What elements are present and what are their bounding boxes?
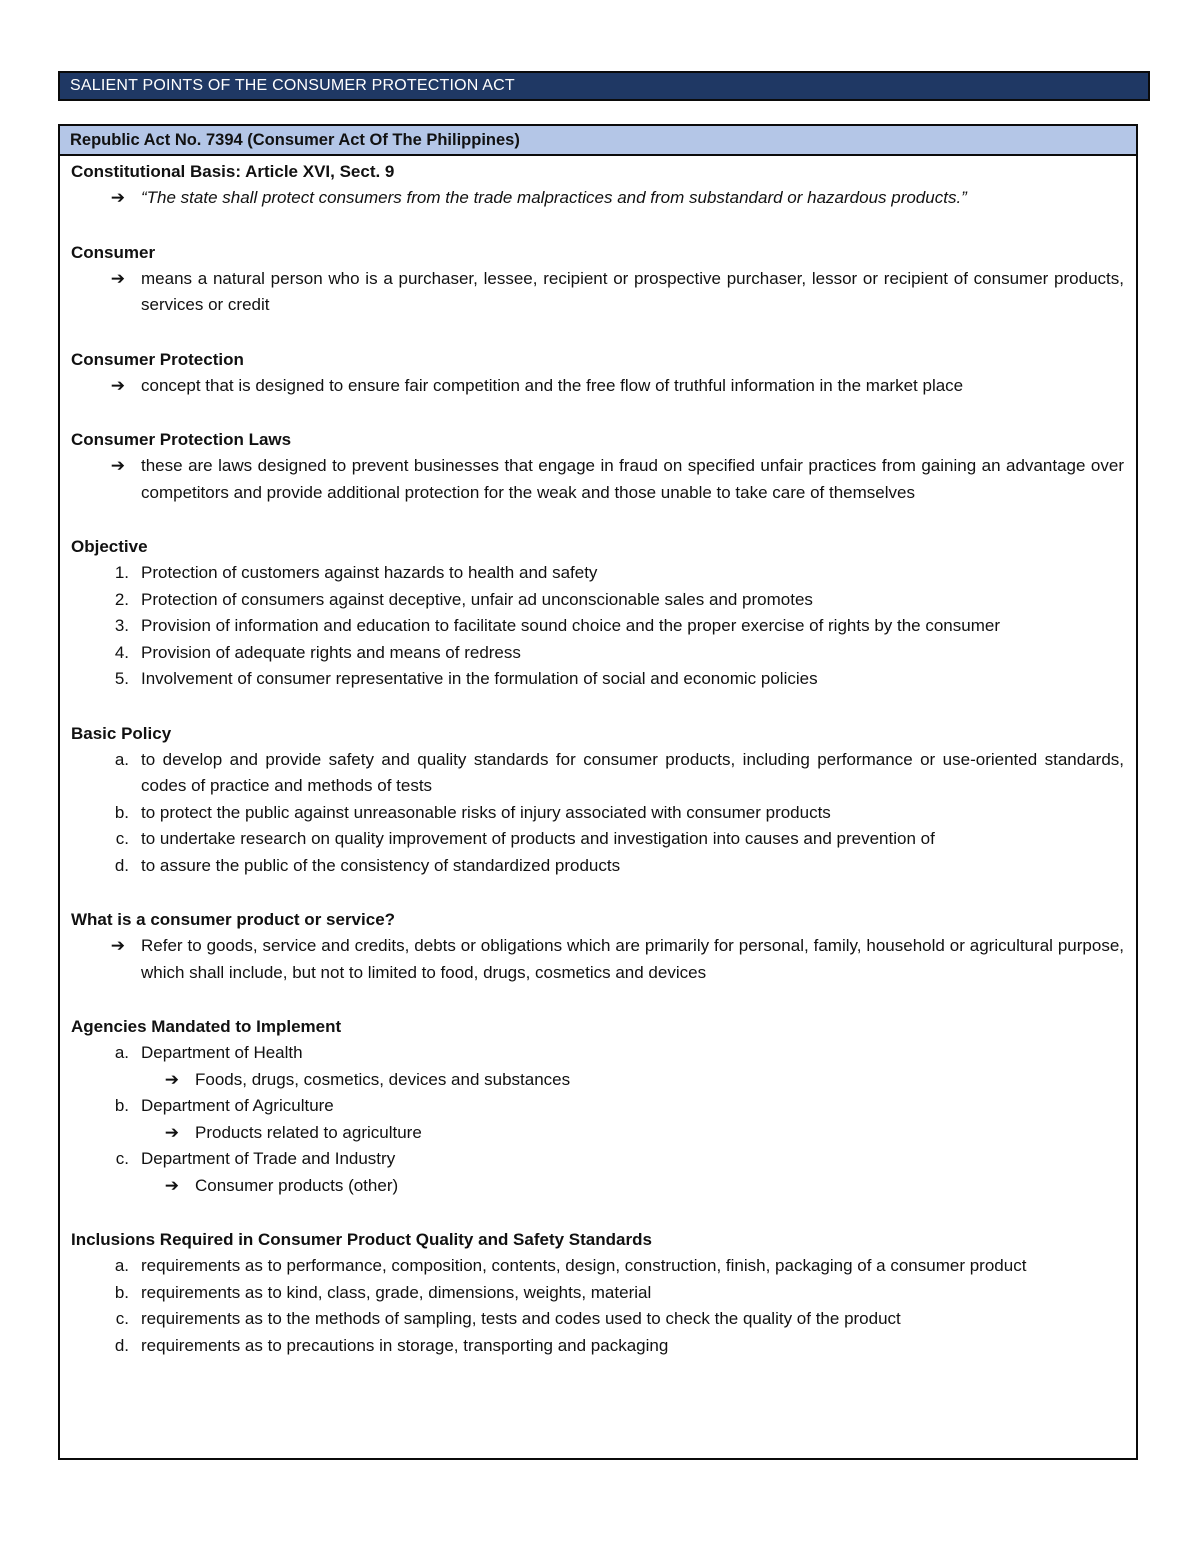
list-subitem xyxy=(71,1173,1126,1200)
list-item xyxy=(71,640,1126,667)
list-item xyxy=(71,800,1126,827)
list-letter: b. xyxy=(114,802,129,822)
arrow-right-icon: ➔ xyxy=(110,456,125,475)
agency-scope: Foods, drugs, cosmetics, devices and substances xyxy=(195,1069,571,1089)
box-header: Republic Act No. 7394 (Consumer Act Of The Philippines) xyxy=(60,126,1136,156)
list-item xyxy=(71,1146,1126,1173)
agency-scope: Consumer products (other) xyxy=(195,1175,399,1195)
item-text: Involvement of consumer representative in the formulation of social and economic policies xyxy=(141,669,818,688)
list-letter: d. xyxy=(114,855,129,875)
box-content xyxy=(60,156,1136,1359)
list-subitem xyxy=(71,1067,1126,1094)
list-letter: b. xyxy=(114,1282,129,1302)
list-item xyxy=(71,826,1126,853)
list-letter: b. xyxy=(114,1096,129,1115)
arrow-right-icon: ➔ xyxy=(110,375,125,395)
section-heading-agencies: Agencies Mandated to Implement xyxy=(71,1017,342,1036)
list-letter: c. xyxy=(115,829,129,848)
list-item xyxy=(71,1093,1126,1120)
list-letter: c. xyxy=(115,1149,129,1168)
arrow-right-icon: ➔ xyxy=(164,1122,179,1142)
list-item xyxy=(71,613,1126,640)
list-item xyxy=(71,666,1126,693)
agency-name: Department of Agriculture xyxy=(141,1096,334,1115)
list-item xyxy=(71,1253,1126,1280)
section-heading-basis: Constitutional Basis: Article XVI, Sect. 9 xyxy=(71,162,395,181)
arrow-right-icon: ➔ xyxy=(110,268,125,288)
item-text: Protection of consumers against deceptive, unfair ad unconscionable sales and promotes xyxy=(141,589,813,609)
item-text: Protection of customers against hazards to health and safety xyxy=(141,563,598,582)
arrow-right-icon: ➔ xyxy=(110,188,125,207)
item-text: requirements as to kind, class, grade, dimensions, weights, material xyxy=(141,1282,652,1302)
item-text: requirements as to precautions in storage, transporting and packaging xyxy=(141,1335,669,1355)
item-text: requirements as to performance, composition, contents, design, construction, finish, packaging of a consumer product xyxy=(141,1256,1027,1275)
item-text: to develop and provide safety and quality standards for consumer products, including performance or use-oriented standards, codes of practice and methods of tests xyxy=(141,749,1124,795)
list-number: 1. xyxy=(114,563,129,582)
list-item xyxy=(71,373,1126,400)
agency-name: Department of Health xyxy=(141,1043,303,1062)
list-item xyxy=(71,560,1126,587)
list-item xyxy=(71,266,1126,319)
section-heading-protection: Consumer Protection xyxy=(71,349,244,369)
arrow-right-icon: ➔ xyxy=(110,936,125,955)
arrow-right-icon: ➔ xyxy=(164,1069,179,1089)
section-heading-policy: Basic Policy xyxy=(71,723,172,743)
list-item xyxy=(71,1280,1126,1307)
list-number: 2. xyxy=(114,589,129,609)
item-text: means a natural person who is a purchaser, lessee, recipient or prospective purchaser, lessor or recipient of consumer products, services or credit xyxy=(141,268,1124,314)
list-letter: a. xyxy=(114,749,129,769)
agency-scope: Products related to agriculture xyxy=(195,1122,422,1142)
item-text: to assure the public of the consistency of standardized products xyxy=(141,855,621,875)
agency-name: Department of Trade and Industry xyxy=(141,1149,396,1168)
item-text: Provision of information and education to facilitate sound choice and the proper exercise of rights by the consumer xyxy=(141,616,1000,635)
item-text: Refer to goods, service and credits, debts or obligations which are primarily for personal, family, household or agricultural purpose, which shall include, but not to limited to food, drugs, cosmetics and devices xyxy=(141,936,1124,982)
list-letter: d. xyxy=(114,1335,129,1355)
item-text: these are laws designed to prevent businesses that engage in fraud on specified unfair practices from gaining an advantage over competitors and provide additional protection for the weak and those unable to take care of themselves xyxy=(141,456,1124,502)
list-item xyxy=(71,1306,1126,1333)
list-item xyxy=(71,1333,1126,1360)
list-number: 4. xyxy=(114,642,129,662)
list-item xyxy=(71,453,1126,506)
list-number: 5. xyxy=(114,669,129,688)
content-box xyxy=(58,124,1138,1460)
list-item xyxy=(71,747,1126,800)
item-text: Provision of adequate rights and means of redress xyxy=(141,642,521,662)
list-item xyxy=(71,1040,1126,1067)
section-heading-inclusions: Inclusions Required in Consumer Product Quality and Safety Standards xyxy=(71,1230,652,1249)
item-text: concept that is designed to ensure fair competition and the free flow of truthful information in the market place xyxy=(141,375,964,395)
arrow-right-icon: ➔ xyxy=(164,1175,179,1195)
list-letter: a. xyxy=(114,1043,129,1062)
list-number: 3. xyxy=(114,616,129,635)
item-text: requirements as to the methods of sampling, tests and codes used to check the quality of the product xyxy=(141,1309,901,1328)
list-item xyxy=(71,853,1126,880)
section-heading-consumer: Consumer xyxy=(71,242,156,262)
section-heading-product: What is a consumer product or service? xyxy=(71,910,396,929)
section-heading-laws: Consumer Protection Laws xyxy=(71,430,292,449)
list-letter: c. xyxy=(115,1309,129,1328)
item-text: to protect the public against unreasonable risks of injury associated with consumer products xyxy=(141,802,831,822)
list-item xyxy=(71,587,1126,614)
list-item xyxy=(71,185,1126,212)
document-title: SALIENT POINTS OF THE CONSUMER PROTECTION ACT xyxy=(58,71,1150,101)
item-text: to undertake research on quality improvement of products and investigation into causes and prevention of xyxy=(141,829,935,848)
section-heading-objective: Objective xyxy=(71,537,148,556)
list-subitem xyxy=(71,1120,1126,1147)
list-letter: a. xyxy=(114,1256,129,1275)
list-item xyxy=(71,933,1126,986)
item-text: “The state shall protect consumers from the trade malpractices and from substandard or hazardous products.” xyxy=(141,188,967,207)
